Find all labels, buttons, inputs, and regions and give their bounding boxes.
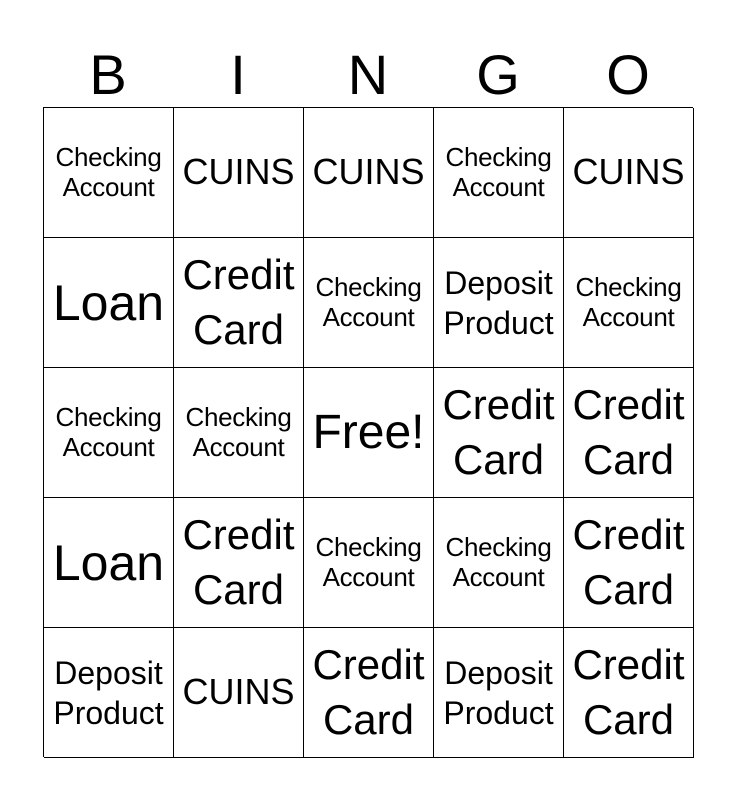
bingo-cell[interactable]: CUINS [564, 108, 694, 238]
bingo-cell[interactable]: Credit Card [564, 628, 694, 758]
bingo-cell[interactable]: Checking Account [304, 498, 434, 628]
header-letter-g: G [476, 43, 520, 106]
header-letter-b: B [89, 43, 127, 106]
bingo-cell[interactable]: Loan [44, 498, 174, 628]
bingo-cell[interactable]: Deposit Product [434, 238, 564, 368]
bingo-cell[interactable]: CUINS [174, 628, 304, 758]
bingo-cell[interactable]: CUINS [304, 108, 434, 238]
bingo-cell[interactable]: Checking Account [564, 238, 694, 368]
bingo-cell[interactable]: Credit Card [174, 238, 304, 368]
bingo-cell[interactable]: Checking Account [44, 108, 174, 238]
bingo-cell[interactable]: Deposit Product [44, 628, 174, 758]
bingo-cell[interactable]: Deposit Product [434, 628, 564, 758]
bingo-board [43, 107, 693, 757]
header-letter-n: N [347, 43, 389, 106]
bingo-cell[interactable]: Credit Card [564, 368, 694, 498]
bingo-cell[interactable]: Credit Card [304, 628, 434, 758]
bingo-cell[interactable]: Checking Account [304, 238, 434, 368]
bingo-cell[interactable]: Checking Account [434, 498, 564, 628]
bingo-cell[interactable]: Checking Account [44, 368, 174, 498]
bingo-cell[interactable]: Loan [44, 238, 174, 368]
header-letter-i: I [230, 43, 246, 106]
bingo-cell[interactable]: Credit Card [564, 498, 694, 628]
bingo-cell[interactable]: Checking Account [434, 108, 564, 238]
bingo-cell[interactable]: CUINS [174, 108, 304, 238]
bingo-cell[interactable]: Checking Account [174, 368, 304, 498]
bingo-cell[interactable]: Credit Card [174, 498, 304, 628]
bingo-header [43, 44, 693, 106]
header-letter-o: O [606, 43, 650, 106]
bingo-cell[interactable]: Credit Card [434, 368, 564, 498]
free-space-cell[interactable]: Free! [304, 368, 434, 498]
